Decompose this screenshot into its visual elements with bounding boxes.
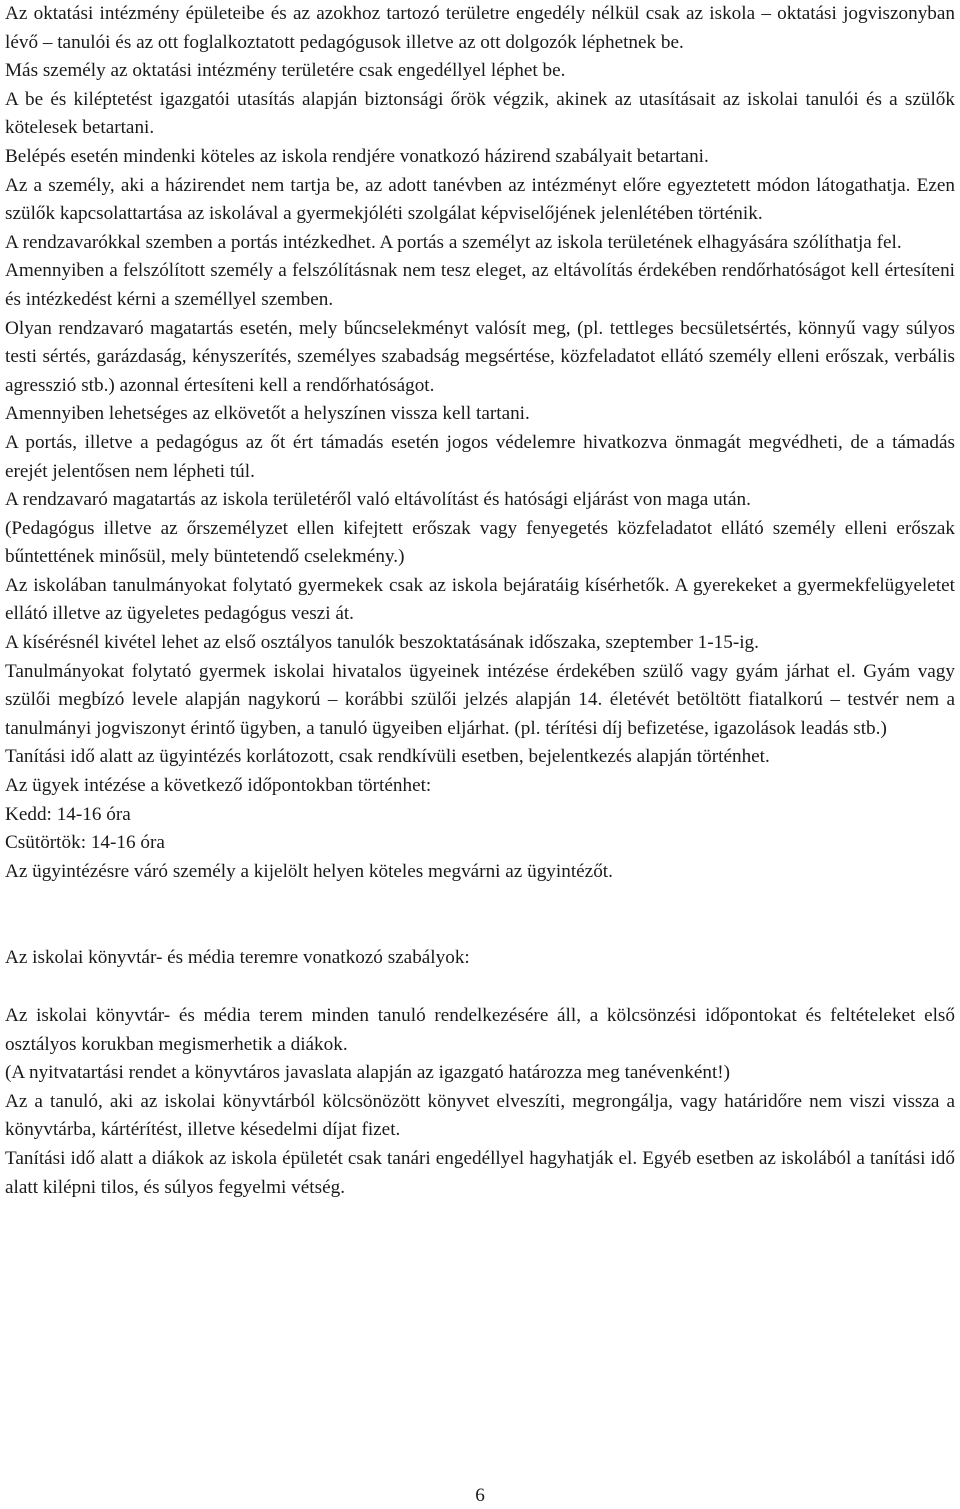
paragraph: A rendzavarókkal szemben a portás intézkedhet. A portás a személyt az iskola területének elhagyására szólíthatja fel. — [5, 231, 902, 253]
paragraph: Kedd: 14-16 óra — [5, 803, 131, 825]
paragraph: Amennyiben lehetséges az elkövetőt a helyszínen vissza kell tartani. — [5, 403, 530, 425]
paragraph: Más személy az oktatási intézmény területére csak engedéllyel léphet be. — [5, 60, 566, 82]
paragraph: Az ügyintézésre váró személy a kijelölt helyen köteles megvárni az ügyintézőt. — [5, 860, 613, 882]
paragraph: Belépés esetén mindenki köteles az iskola rendjére vonatkozó házirend szabályait betartani. — [5, 145, 709, 167]
paragraph: Az iskolában tanulmányokat folytató gyermekek csak az iskola bejáratáig kísérhetők. A gyerekeket a gyermekfelügyeletet ellátó illetve az ügyeletes pedagógus veszi át. — [5, 574, 955, 625]
paragraph: Tanítási idő alatt az ügyintézés korlátozott, csak rendkívüli esetben, bejelentkezés alapján történhet. — [5, 746, 770, 768]
spacer — [5, 973, 955, 1002]
section-heading: Az iskolai könyvtár- és média teremre vonatkozó szabályok: — [5, 947, 470, 969]
paragraph: A be és kiléptetést igazgatói utasítás alapján biztonsági őrök végzik, akinek az utasításait az iskolai tanulói és a szülők kötelesek betartani. — [5, 88, 955, 139]
paragraph: A portás, illetve a pedagógus az őt ért támadás esetén jogos védelemre hivatkozva önmagát megvédheti, de a támadás erejét jelentősen nem lépheti túl. — [5, 431, 955, 482]
spacer — [5, 886, 955, 944]
paragraph: Az oktatási intézmény épületeibe és az azokhoz tartozó területre engedély nélkül csak az iskola – oktatási jogviszonyban lévő – tanulói és az ott foglalkoztatott pedagógusok illetve az ott dolgozók léphetnek be. — [5, 3, 955, 53]
paragraph: Olyan rendzavaró magatartás esetén, mely bűncselekményt valósít meg, (pl. tettleges becsületsértés, könnyű vagy súlyos testi sértés, garázdaság, kényszerítés, személyes szabadság megsértése, közfeladatot ellátó személy elleni erőszak, verbális agresszió stb.) azonnal értesíteni kell a rendőrhatóságot. — [5, 317, 955, 396]
page-number: 6 — [475, 1485, 485, 1506]
paragraph: Tanítási idő alatt a diákok az iskola épületét csak tanári engedéllyel hagyhatják el. Egyéb esetben az iskolából a tanítási idő alatt kilépni tilos, és súlyos fegyelmi vétség. — [5, 1147, 955, 1198]
paragraph: Az a személy, aki a házirendet nem tartja be, az adott tanévben az intézményt előre egyeztetett módon látogathatja. Ezen szülők kapcsolattartása az iskolával a gyermekjóléti szolgálat képviselőjének jelenlétében történik. — [5, 174, 955, 225]
paragraph: Csütörtök: 14-16 óra — [5, 832, 165, 854]
paragraph: Amennyiben a felszólított személy a felszólításnak nem tesz eleget, az eltávolítás érdekében rendőrhatóságot kell értesíteni és intézkedést kérni a személlyel szemben. — [5, 260, 955, 310]
paragraph: Tanulmányokat folytató gyermek iskolai hivatalos ügyeinek intézése érdekében szülő vagy gyám járhat el. Gyám vagy szülői megbízó levele alapján nagykorú – korábbi szülői jelzés alapján 14. életévét betöltött fiatalkorú – testvér nem a tanulmányi jogviszonyt érintő ügyben, a tanuló ügyeiben eljárhat. (pl. térítési díj befizetése, igazolások leadás stb.) — [5, 660, 955, 739]
paragraph: Az iskolai könyvtár- és média terem minden tanuló rendelkezésére áll, a kölcsönzési időpontokat és feltételeket első osztályos korukban megismerhetik a diákok. — [5, 1005, 955, 1055]
document-page — [5, 0, 955, 1202]
paragraph: (Pedagógus illetve az őrszemélyzet ellen kifejtett erőszak vagy fenyegetés közfeladatot ellátó személy elleni erőszak bűntettének minősül, mely büntetendő cselekmény.) — [5, 517, 955, 568]
paragraph: A kísérésnél kivétel lehet az első osztályos tanulók beszoktatásának időszaka, szeptember 1-15-ig. — [5, 632, 759, 654]
paragraph: A rendzavaró magatartás az iskola területéről való eltávolítást és hatósági eljárást von maga után. — [5, 489, 751, 511]
paragraph: Az ügyek intézése a következő időpontokban történhet: — [5, 775, 432, 797]
paragraph: (A nyitvatartási rendet a könyvtáros javaslata alapján az igazgató határozza meg tanévenként!) — [5, 1062, 731, 1084]
paragraph: Az a tanuló, aki az iskolai könyvtárból kölcsönözött könyvet elveszíti, megrongálja, vagy határidőre nem viszi vissza a könyvtárba, kártérítést, illetve késedelmi díjat fizet. — [5, 1090, 955, 1141]
